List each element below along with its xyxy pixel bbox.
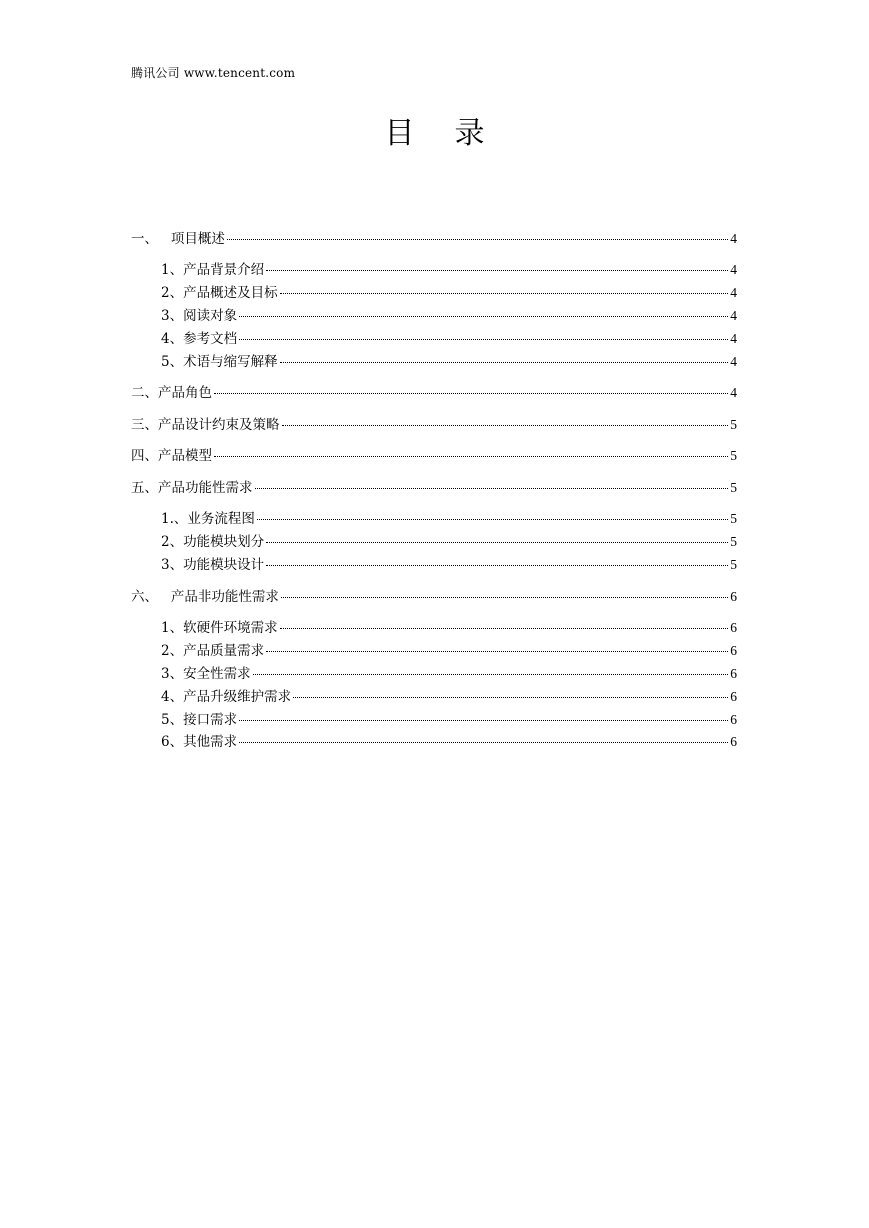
toc-entry[interactable] (161, 556, 737, 574)
toc-dot-leader (227, 239, 728, 240)
toc-entry-label: 六、 产品非功能性需求 (131, 589, 279, 605)
toc-entry-label: 2、产品概述及目标 (161, 285, 278, 301)
toc-dot-leader (214, 456, 728, 457)
toc-entry-label: 二、产品角色 (131, 385, 212, 401)
toc-entry-label: 3、功能模块设计 (161, 557, 265, 573)
toc-entry-page-number: 6 (730, 620, 737, 635)
toc-entry-page-number: 4 (730, 331, 737, 346)
toc-dot-leader (239, 339, 728, 340)
toc-entry-label: 1.、业务流程图 (161, 511, 255, 527)
toc-dot-leader (214, 393, 728, 394)
toc-dot-leader (293, 697, 728, 698)
toc-entry[interactable] (161, 284, 737, 302)
toc-dot-leader (255, 488, 729, 489)
page-header: 腾讯公司 www.tencent.com (131, 66, 296, 80)
toc-dot-leader (253, 674, 729, 675)
toc-entry-page-number: 4 (730, 285, 737, 300)
toc-dot-leader (239, 720, 728, 721)
toc-entry-label: 1、软硬件环境需求 (161, 620, 278, 636)
toc-entry-label: 4、参考文档 (161, 331, 238, 347)
toc-entry[interactable] (161, 307, 737, 325)
toc-entry-page-number: 6 (730, 734, 737, 749)
toc-entry[interactable] (131, 588, 737, 606)
toc-entry-label: 6、其他需求 (161, 734, 238, 750)
toc-entry[interactable] (161, 353, 737, 371)
toc-entry-page-number: 6 (730, 666, 737, 681)
toc-entry-label: 4、产品升级维护需求 (161, 689, 292, 705)
toc-dot-leader (239, 316, 728, 317)
toc-entry[interactable] (161, 733, 737, 751)
toc-entry-page-number: 5 (730, 480, 737, 495)
toc-entry-page-number: 5 (730, 534, 737, 549)
toc-entry[interactable] (131, 479, 737, 497)
toc-entry[interactable] (161, 261, 737, 279)
toc-entry[interactable] (161, 642, 737, 660)
toc-entry[interactable] (161, 711, 737, 729)
toc-entry-page-number: 6 (730, 589, 737, 604)
toc-entry-page-number: 4 (730, 308, 737, 323)
toc-entry-label: 五、产品功能性需求 (131, 480, 253, 496)
toc-dot-leader (280, 362, 729, 363)
toc-dot-leader (266, 270, 728, 271)
toc-dot-leader (280, 628, 729, 629)
toc-entry-label: 四、产品模型 (131, 448, 212, 464)
toc-entry[interactable] (161, 665, 737, 683)
toc-entry-page-number: 5 (730, 511, 737, 526)
toc-entry-label: 三、产品设计约束及策略 (131, 417, 280, 433)
toc-dot-leader (266, 542, 728, 543)
toc-dot-leader (282, 425, 729, 426)
toc-entry-label: 3、阅读对象 (161, 308, 238, 324)
toc-entry-page-number: 6 (730, 689, 737, 704)
toc-entry[interactable] (161, 533, 737, 551)
toc-entry-page-number: 4 (730, 354, 737, 369)
toc-entry-page-number: 5 (730, 557, 737, 572)
toc-entry-page-number: 4 (730, 231, 737, 246)
toc-entry-page-number: 5 (730, 417, 737, 432)
toc-dot-leader (257, 519, 728, 520)
toc-entry-page-number: 6 (730, 712, 737, 727)
toc-dot-leader (280, 293, 729, 294)
toc-dot-leader (281, 597, 728, 598)
toc-entry-label: 5、术语与缩写解释 (161, 354, 278, 370)
toc-entry-page-number: 6 (730, 643, 737, 658)
page-title: 目录 (384, 116, 525, 151)
toc-entry-label: 一、 项目概述 (131, 231, 225, 247)
toc-entry-label: 2、功能模块划分 (161, 534, 265, 550)
toc-entry[interactable] (131, 447, 737, 465)
toc-entry-page-number: 4 (730, 262, 737, 277)
toc-entry-label: 1、产品背景介绍 (161, 262, 265, 278)
toc-entry[interactable] (161, 688, 737, 706)
toc-entry[interactable] (161, 510, 737, 528)
toc-entry-page-number: 5 (730, 448, 737, 463)
toc-entry[interactable] (161, 330, 737, 348)
toc-entry-label: 5、接口需求 (161, 712, 238, 728)
toc-entry[interactable] (131, 384, 737, 402)
toc-entry-label: 2、产品质量需求 (161, 643, 265, 659)
toc-entry-label: 3、安全性需求 (161, 666, 251, 682)
toc-entry[interactable] (131, 416, 737, 434)
toc-dot-leader (266, 651, 728, 652)
toc-dot-leader (239, 742, 728, 743)
toc-entry[interactable] (161, 619, 737, 637)
toc-entry[interactable] (131, 230, 737, 248)
toc-dot-leader (266, 565, 728, 566)
toc-entry-page-number: 4 (730, 385, 737, 400)
